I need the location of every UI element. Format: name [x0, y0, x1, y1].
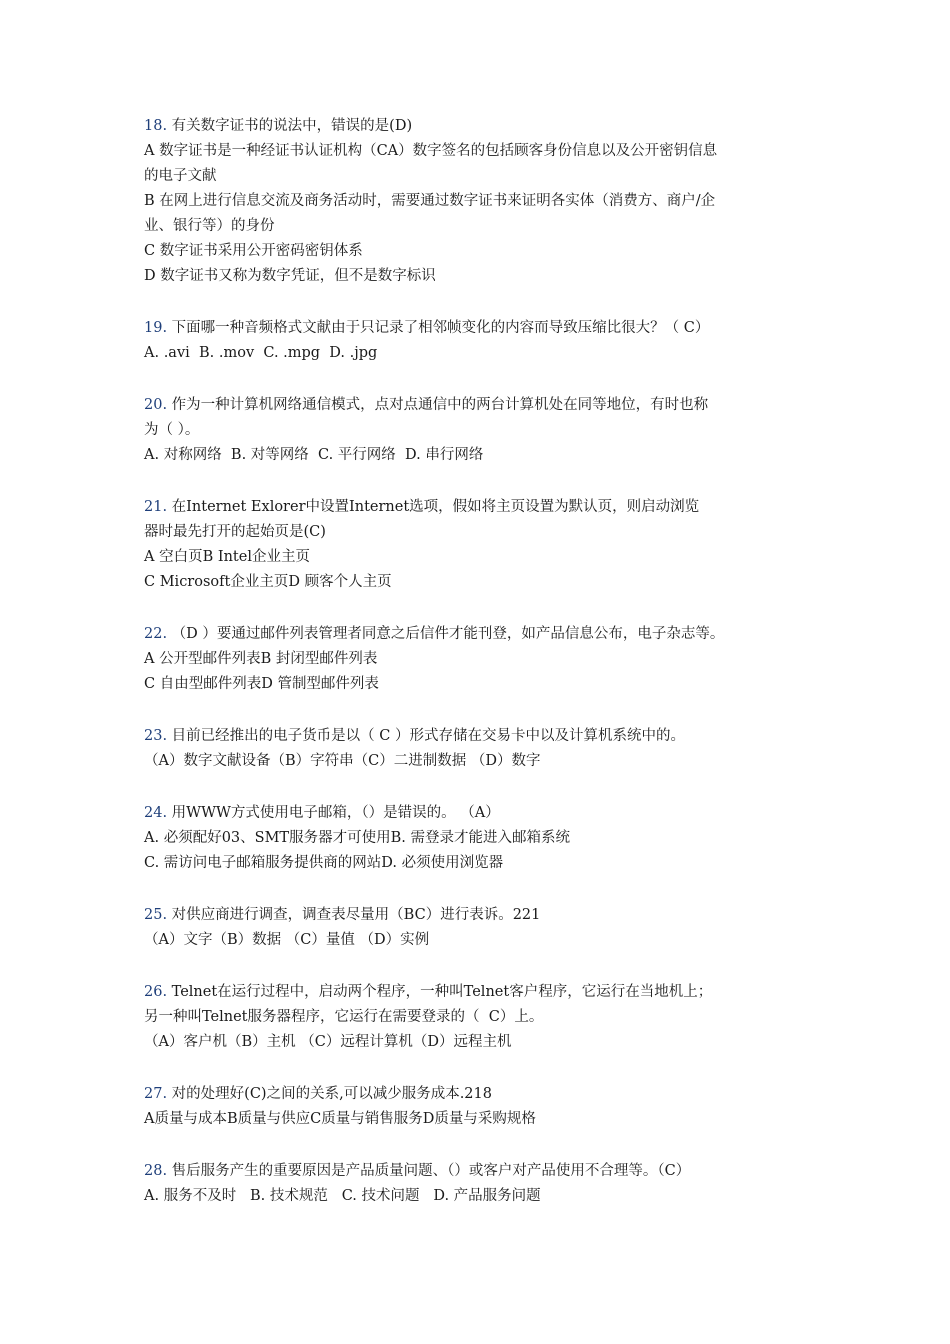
- line-text: 目前已经推出的电子货币是以（ C ）形式存储在交易卡中以及计算机系统中的。: [167, 728, 685, 744]
- question-24: [144, 801, 820, 876]
- question-text: [144, 316, 820, 341]
- line-text: 有关数字证书的说法中，错误的是(D): [167, 118, 413, 134]
- question-line: [144, 570, 820, 595]
- question-number: 19.: [144, 320, 168, 336]
- question-number: 23.: [144, 728, 168, 744]
- line-text: A. 必须配好03、SMT服务器才可使用B. 需登录才能进入邮箱系统: [144, 830, 570, 846]
- question-text: [144, 1159, 820, 1184]
- question-list: [144, 114, 820, 1209]
- question-text: [144, 393, 820, 418]
- question-line: [144, 139, 820, 164]
- line-text: A质量与成本B质量与供应C质量与销售服务D质量与采购规格: [144, 1111, 536, 1127]
- question-line: [144, 341, 820, 366]
- question-line: [144, 928, 820, 953]
- line-text: 业、银行等）的身份: [144, 218, 275, 234]
- line-text: 用WWW方式使用电子邮箱，（）是错误的。 （A）: [167, 805, 500, 821]
- line-text: 为（ ）。: [144, 422, 200, 438]
- line-text: （A）客户机（B）主机 （C）远程计算机（D）远程主机: [144, 1034, 512, 1050]
- line-text: B 在网上进行信息交流及商务活动时，需要通过数字证书来证明各实体（消费方、商户/企: [144, 193, 716, 209]
- question-text: [144, 114, 820, 139]
- question-number: 26.: [144, 984, 168, 1000]
- line-text: 作为一种计算机网络通信模式，点对点通信中的两台计算机处在同等地位，有时也称: [167, 397, 709, 413]
- question-line: [144, 1030, 820, 1055]
- question-line: [144, 520, 820, 545]
- line-text: D 数字证书又称为数字凭证，但不是数字标识: [144, 268, 436, 284]
- question-line: [144, 239, 820, 264]
- question-text: [144, 903, 820, 928]
- question-25: [144, 903, 820, 953]
- question-text: [144, 1082, 820, 1107]
- question-27: [144, 1082, 820, 1132]
- line-text: A 数字证书是一种经证书认证机构（CA）数字签名的包括顾客身份信息以及公开密钥信息: [144, 143, 718, 159]
- question-28: [144, 1159, 820, 1209]
- question-19: [144, 316, 820, 366]
- line-text: 另一种叫Telnet服务器程序，它运行在需要登录的（ C）上。: [144, 1009, 544, 1025]
- line-text: C 数字证书采用公开密码密钥体系: [144, 243, 363, 259]
- line-text: A. 服务不及时 B. 技术规范 C. 技术问题 D. 产品服务问题: [144, 1188, 541, 1204]
- question-21: [144, 495, 820, 595]
- question-line: [144, 164, 820, 189]
- question-line: [144, 264, 820, 289]
- line-text: A. 对称网络 B. 对等网络 C. 平行网络 D. 串行网络: [144, 447, 484, 463]
- question-number: 21.: [144, 499, 168, 515]
- question-line: [144, 1005, 820, 1030]
- question-number: 24.: [144, 805, 168, 821]
- question-18: [144, 114, 820, 289]
- question-number: 20.: [144, 397, 168, 413]
- line-text: 器时最先打开的起始页是(C): [144, 524, 326, 540]
- question-text: [144, 980, 820, 1005]
- question-number: 18.: [144, 118, 168, 134]
- line-text: （D ）要通过邮件列表管理者同意之后信件才能刊登，如产品信息公布，电子杂志等。: [167, 626, 725, 642]
- question-26: [144, 980, 820, 1055]
- question-line: [144, 851, 820, 876]
- question-text: [144, 495, 820, 520]
- question-text: [144, 622, 820, 647]
- question-text: [144, 801, 820, 826]
- question-text: [144, 724, 820, 749]
- line-text: C Microsoft企业主页D 顾客个人主页: [144, 574, 392, 590]
- question-number: 27.: [144, 1086, 168, 1102]
- question-line: [144, 443, 820, 468]
- question-number: 22.: [144, 626, 168, 642]
- line-text: Telnet在运行过程中，启动两个程序，一种叫Telnet客户程序，它运行在当地机上；: [167, 984, 713, 1000]
- line-text: A. .avi B. .mov C. .mpg D. .jpg: [144, 345, 378, 361]
- question-number: 28.: [144, 1163, 168, 1179]
- line-text: 对供应商进行调查，调查表尽量用（BC）进行表诉。221: [167, 907, 541, 923]
- question-line: [144, 647, 820, 672]
- line-text: C. 需访问电子邮箱服务提供商的网站D. 必须使用浏览器: [144, 855, 504, 871]
- line-text: 对的处理好(C)之间的关系,可以减少服务成本.218: [167, 1086, 492, 1102]
- question-line: [144, 189, 820, 214]
- question-23: [144, 724, 820, 774]
- line-text: 售后服务产生的重要原因是产品质量问题、（）或客户对产品使用不合理等。（C）: [167, 1163, 691, 1179]
- line-text: A 空白页B Intel企业主页: [144, 549, 310, 565]
- question-line: [144, 545, 820, 570]
- question-line: [144, 672, 820, 697]
- question-line: [144, 214, 820, 239]
- line-text: （A）数字文献设备（B）字符串（C）二进制数据 （D）数字: [144, 753, 541, 769]
- question-line: [144, 826, 820, 851]
- line-text: （A）文字（B）数据 （C）量值 （D）实例: [144, 932, 430, 948]
- line-text: 在Internet Exlorer中设置Internet选项，假如将主页设置为默认页，则启动浏览: [167, 499, 700, 515]
- question-line: [144, 418, 820, 443]
- line-text: C 自由型邮件列表D 管制型邮件列表: [144, 676, 379, 692]
- question-line: [144, 1107, 820, 1132]
- question-line: [144, 1184, 820, 1209]
- question-22: [144, 622, 820, 697]
- line-text: 下面哪一种音频格式文献由于只记录了相邻帧变化的内容而导致压缩比很大？（ C）: [167, 320, 710, 336]
- line-text: 的电子文献: [144, 168, 217, 184]
- question-number: 25.: [144, 907, 168, 923]
- question-20: [144, 393, 820, 468]
- line-text: A 公开型邮件列表B 封闭型邮件列表: [144, 651, 378, 667]
- question-line: [144, 749, 820, 774]
